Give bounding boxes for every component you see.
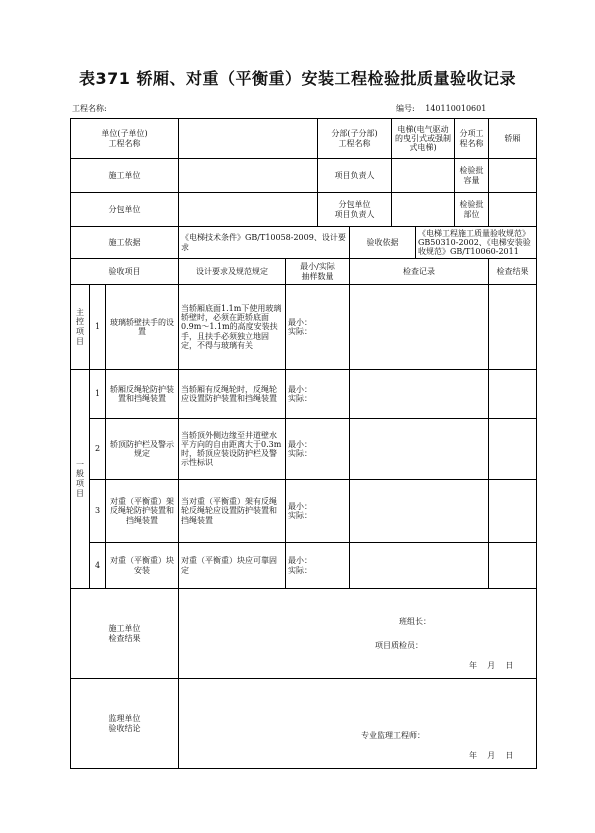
item-name-label: 分项工程名称 [455, 119, 489, 159]
general-item-sampling[interactable] [286, 543, 350, 589]
actual-label: 实际： [288, 327, 313, 336]
construction-basis-label: 施工依据 [71, 227, 179, 259]
general-item-no: 2 [90, 419, 106, 480]
min-label: 最小： [288, 556, 313, 566]
actual-label: 实际： [288, 394, 313, 403]
main-item-no: 1 [90, 285, 106, 370]
main-item-name: 玻璃轿壁扶手的设置 [106, 285, 179, 370]
header-min-actual: 最小/实际 抽样数量 [286, 259, 350, 285]
serial-label: 编号: [396, 104, 415, 113]
general-item-result[interactable] [489, 370, 537, 419]
page-title: 表371 轿厢、对重（平衡重）安装工程检验批质量验收记录 [79, 69, 516, 88]
main-item-spec: 当轿厢底面1.1m下使用玻璃轿壁时，必须在距轿底面0.9m～1.1m的高度安装扶手，且扶手必须独立地固定，不得与玻璃有关 [179, 285, 286, 370]
supervision-conclusion-area[interactable] [179, 679, 537, 769]
serial-value: 140110010601 [425, 104, 487, 113]
general-item-no: 3 [90, 480, 106, 543]
header-record: 检查记录 [350, 259, 489, 285]
general-item-result[interactable] [489, 480, 537, 543]
project-manager-value[interactable] [392, 159, 455, 193]
general-item-record[interactable] [350, 543, 489, 589]
batch-location-value[interactable] [489, 193, 537, 227]
actual-label: 实际： [288, 511, 313, 520]
general-item-record[interactable] [350, 419, 489, 480]
project-manager-label: 项目负责人 [318, 159, 392, 193]
general-item-name: 对重（平衡重）块安装 [106, 543, 179, 589]
general-item-spec: 当轿厢有反绳轮时，反绳轮应设置防护装置和挡绳装置 [179, 370, 286, 419]
project-name-label: 工程名称: [72, 104, 107, 113]
min-label: 最小： [288, 317, 313, 327]
batch-capacity-label: 检验批容量 [455, 159, 489, 193]
general-item-name: 轿厢反绳轮防护装置和挡绳装置 [106, 370, 179, 419]
main-item-record[interactable] [350, 285, 489, 370]
batch-location-label: 检验批部位 [455, 193, 489, 227]
general-item-name: 轿顶防护栏及警示规定 [106, 419, 179, 480]
subcontractor-label: 分包单位 [71, 193, 179, 227]
construction-unit-value[interactable] [179, 159, 318, 193]
general-item-sampling[interactable] [286, 419, 350, 480]
subdivision-label: 分部(子分部) 工程名称 [318, 119, 392, 159]
check-date: 年 月 日 [469, 661, 514, 670]
unit-name-value[interactable] [179, 119, 318, 159]
general-item-no: 4 [90, 543, 106, 589]
batch-capacity-value[interactable] [489, 159, 537, 193]
general-item-record[interactable] [350, 480, 489, 543]
construction-unit-label: 施工单位 [71, 159, 179, 193]
construction-basis-value: 《电梯技术条件》GB/T10058-2009、设计要求 [179, 227, 350, 259]
serial-number [396, 103, 486, 114]
general-item-result[interactable] [489, 543, 537, 589]
main-item-sampling[interactable] [286, 285, 350, 370]
main-item-result[interactable] [489, 285, 537, 370]
header-design: 设计要求及规范规定 [179, 259, 286, 285]
min-label: 最小： [288, 439, 313, 449]
quality-inspector-label: 项目质检员： [375, 641, 424, 650]
subcontractor-pm-value[interactable] [392, 193, 455, 227]
unit-name-label: 单位(子单位) 工程名称 [71, 119, 179, 159]
min-label: 最小： [288, 501, 313, 511]
general-item-sampling[interactable] [286, 480, 350, 543]
general-group: 一 般 项 目 [71, 370, 90, 589]
supervision-date: 年 月 日 [469, 751, 514, 760]
general-item-no: 1 [90, 370, 106, 419]
general-item-spec: 当轿顶外侧边缘至井道壁水平方向的自由距离大于0.3m时，轿顶应装设防护栏及警示性标识 [179, 419, 286, 480]
check-result-area[interactable] [179, 589, 537, 679]
acceptance-basis-label: 验收依据 [350, 227, 416, 259]
min-label: 最小： [288, 384, 313, 394]
subdivision-value: 电梯(电气驱动 的曳引式或强制 式电梯) [392, 119, 455, 159]
supervising-engineer-label: 专业监理工程师： [361, 731, 426, 740]
general-item-spec: 当对重（平衡重）架有反绳轮反绳轮应设置防护装置和挡绳装置 [179, 480, 286, 543]
general-item-sampling[interactable] [286, 370, 350, 419]
check-result-label: 施工单位 检查结果 [71, 589, 179, 679]
subcontractor-pm-label: 分包单位 项目负责人 [318, 193, 392, 227]
item-name-value: 轿厢 [489, 119, 537, 159]
general-item-spec: 对重（平衡重）块应可靠固定 [179, 543, 286, 589]
header-item: 验收项目 [71, 259, 179, 285]
actual-label: 实际： [288, 565, 313, 575]
inspection-record-table [70, 118, 537, 769]
subcontractor-value[interactable] [179, 193, 318, 227]
acceptance-basis-value: 《电梯工程施工质量验收规范》GB50310-2002、《电梯安装验收规范》GB/T10060-2011 [416, 227, 537, 259]
general-item-name: 对重（平衡重）架反绳轮防护装置和挡绳装置 [106, 480, 179, 543]
general-item-record[interactable] [350, 370, 489, 419]
supervision-conclusion-label: 监理单位 验收结论 [71, 679, 179, 769]
header-result: 检查结果 [489, 259, 537, 285]
general-item-result[interactable] [489, 419, 537, 480]
main-control-group: 主 控 项 目 [71, 285, 90, 370]
actual-label: 实际： [288, 449, 313, 458]
team-leader-label: 班组长： [399, 617, 432, 626]
